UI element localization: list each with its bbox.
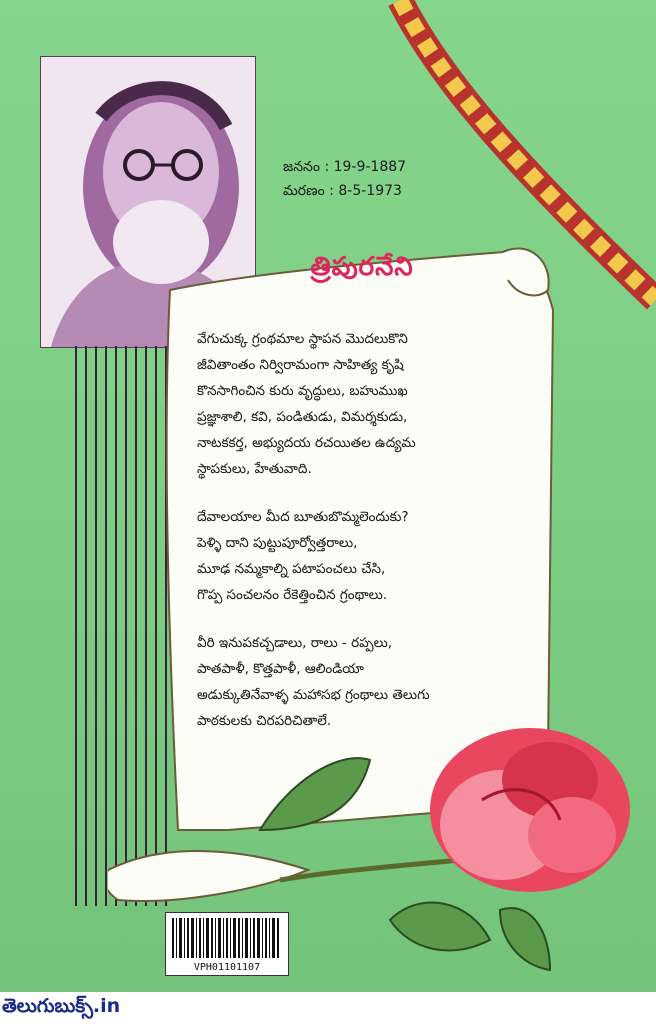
text-line: స్థాపకులు, హేతువాది. xyxy=(197,461,312,477)
life-dates xyxy=(283,155,406,203)
text-line: మూఢ నమ్మకాల్ని పటాపంచలు చేసి, xyxy=(197,561,386,577)
text-line: పెళ్ళి దాని పుట్టుపూర్వోత్తరాలు, xyxy=(197,535,358,551)
text-line: కొనసాగించిన కురు వృద్ధులు, బహుముఖ xyxy=(197,383,408,399)
text-line: వీరి ఇనుపకచ్చడాలు, రాలు - రప్పలు, xyxy=(197,635,393,651)
barcode xyxy=(165,912,289,976)
author-description xyxy=(197,326,527,756)
rose-illustration xyxy=(250,710,640,1000)
text-line: అడుక్కుతినేవాళ్ళ మహాసభ గ్రంథాలు తెలుగు xyxy=(197,687,430,703)
paragraph-bio xyxy=(197,326,527,482)
text-line: పాఠకులకు చిరపరిచితాలే. xyxy=(197,713,332,729)
text-line: దేవాలయాల మీద బూతుబొమ్మలెందుకు? xyxy=(197,509,409,525)
text-line: ప్రజ్ఞాశాలి, కవి, పండితుడు, విమర్శకుడు, xyxy=(197,409,408,425)
text-line: గొప్ప సంచలనం రేకెత్తించిన గ్రంథాలు. xyxy=(197,587,388,603)
text-line: జీవితాంతం నిర్విరామంగా సాహిత్య కృషి xyxy=(197,357,404,373)
text-line: పాతపాళీ, కొత్తపాళీ, ఆలిండియా xyxy=(197,661,364,677)
site-logo[interactable]: తెలుగుబుక్స్.in xyxy=(2,995,121,1017)
text-line: వేగుచుక్క గ్రంథమాల స్థాపన మొదలుకొని xyxy=(197,331,408,347)
text-line: నాటకకర్త, అభ్యుదయ రచయితల ఉద్యమ xyxy=(197,435,416,451)
scroll-title: త్రిపురనేని xyxy=(310,252,414,282)
paragraph-works xyxy=(197,504,527,608)
barcode-number: VPH01101107 xyxy=(193,962,261,973)
birth-date: జననం : 19-9-1887 xyxy=(283,159,407,175)
death-date: మరణం : 8-5-1973 xyxy=(283,183,402,199)
